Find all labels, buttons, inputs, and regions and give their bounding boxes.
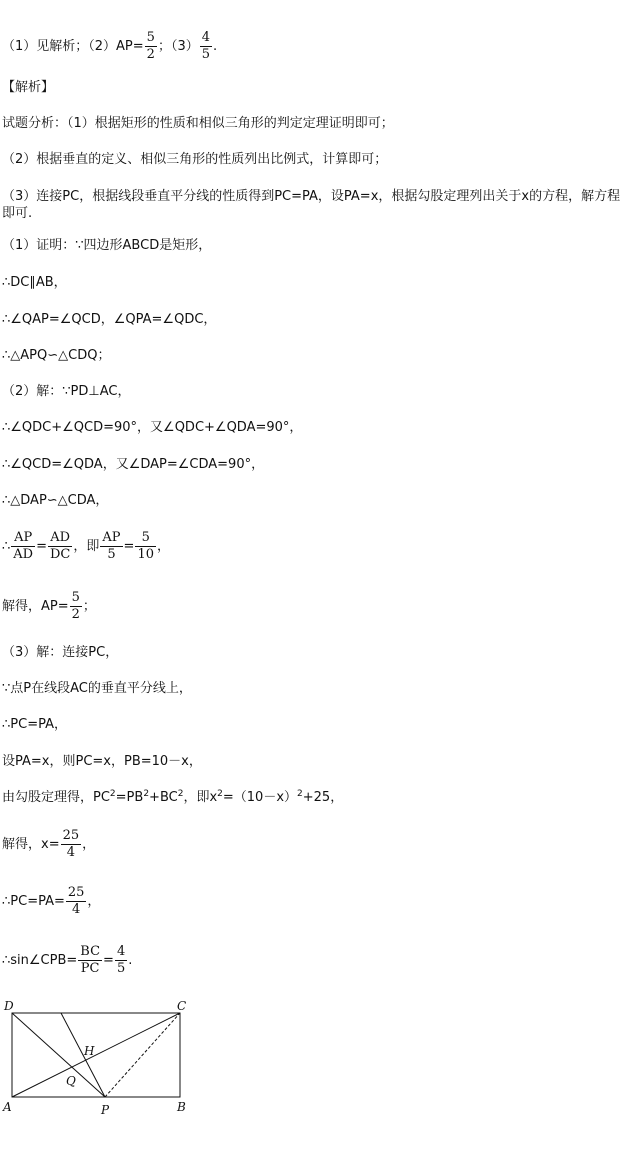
part2-line-2: ∴∠QDC+∠QCD=90°，又∠QDC+∠QDA=90°， [2,420,303,435]
equals-sign: = [123,539,135,554]
fraction-5-10 [135,530,156,563]
fraction-numerator: AD [48,530,72,547]
part3-solve-line [2,828,95,861]
part3-line-3: ∴PC=PA， [2,717,67,732]
answer-separator: ；（3） [157,39,199,54]
fraction-denominator: 4 [72,902,81,917]
result-text: 解得，x= [2,837,60,852]
fraction-ap-ad [11,530,35,563]
part3-line-2: ∵点P在线段AC的垂直平分线上， [2,681,192,696]
answer-line [2,30,217,63]
fraction-denominator: 2 [71,607,80,622]
part3-pc-pa-line [2,885,100,918]
part3-line-1: （3）解：连接PC， [2,645,119,660]
fraction-numerator: BC [80,944,101,959]
analysis-heading: 【解析】 [2,80,55,95]
exponent: 2 [297,789,303,799]
result-text: ∴sin∠CPB= [2,953,78,968]
fraction-denominator: AD [13,547,34,562]
line-end: ， [82,837,96,852]
diagonal-ac [12,1013,180,1097]
equals-sign: = [36,539,47,554]
part3-pythagoras-line [2,790,343,806]
fraction-numerator: 5 [146,30,155,45]
fraction-denominator: 10 [137,547,154,562]
segment-pc-dashed [105,1013,180,1097]
fraction-25-4 [66,885,87,918]
equation-text: ，即x [183,790,218,805]
fraction-denominator: 4 [66,845,75,860]
exponent: 2 [109,789,116,799]
result-text: ∴PC=PA= [2,894,65,909]
line-end: ； [82,599,96,614]
label-h: H [84,1044,95,1058]
fraction-bc-pc [78,944,102,977]
part1-line-4: ∴△APQ∽△CDQ； [2,348,111,363]
therefore-symbol: ∴ [2,539,11,554]
fraction-numerator: 4 [116,944,126,959]
part3-line-4: 设PA=x，则PC=x，PB=10－x， [2,754,202,769]
line-end: ， [156,539,170,554]
equation-text: =（10－x） [222,790,298,805]
part1-line-3: ∴∠QAP=∠QCD，∠QPA=∠QDC， [2,312,217,327]
part2-line-4: ∴△DAP∽△CDA， [2,493,109,508]
answer-fraction-ap [145,30,157,63]
exponent: 2 [217,789,223,799]
result-text: 解得，AP= [2,599,69,614]
fraction-ad-dc [48,530,72,563]
label-c: C [177,999,187,1013]
fraction-numerator: 4 [201,30,211,45]
part2-proportion-line [2,530,170,563]
fraction-numerator: 25 [62,828,80,843]
fraction-5-2 [70,590,82,623]
equation-text: 由勾股定理得，PC [2,790,110,805]
summary-line-1: 试题分析：（1）根据矩形的性质和相似三角形的判定定理证明即可； [2,116,394,131]
fraction-denominator: DC [50,547,71,562]
fraction-numerator: AP [102,530,121,545]
part1-line-1: （1）证明：∵四边形ABCD是矩形， [2,238,212,253]
exponent: 2 [143,789,150,799]
equals-sign: = [103,953,114,968]
line-end: . [128,953,133,968]
part2-line-1: （2）解：∵PD⊥AC， [2,384,131,399]
answer-fraction-sin [200,30,212,63]
fraction-denominator: 5 [116,961,126,976]
fraction-numerator: 25 [67,885,85,900]
fraction-denominator: PC [80,961,100,976]
equation-text: =PB [115,790,144,805]
part3-sin-line [2,944,132,977]
equation-text: +25， [302,790,344,805]
fraction-numerator: 5 [71,590,80,605]
part1-line-2: ∴DC∥AB， [2,275,67,290]
fraction-4-5 [115,944,127,977]
part2-result-line [2,590,96,623]
label-q: Q [66,1074,76,1088]
fraction-denominator: 5 [201,47,211,62]
connector-text: ，即 [73,539,100,554]
fraction-denominator: 2 [146,47,155,62]
summary-line-2: （2）根据垂直的定义、相似三角形的性质列出比例式，计算即可； [2,152,388,167]
answer-text: （1）见解析；（2）AP= [2,39,144,54]
rectangle-figure [0,995,200,1125]
part2-line-3: ∴∠QCD=∠QDA，又∠DAP=∠CDA=90°， [2,457,265,472]
line-end: ， [87,894,101,909]
answer-end: . [213,39,218,54]
fraction-numerator: 5 [135,530,156,547]
equation-text: +BC [149,790,178,805]
label-p: P [101,1103,110,1117]
label-d: D [4,999,14,1013]
exponent: 2 [177,789,184,799]
fraction-25-4 [61,828,82,861]
summary-line-3: （3）连接PC，根据线段垂直平分线的性质得到PC=PA，设PA=x，根据勾股定理列出关于x的方程，解方程即可. [2,189,621,221]
fraction-numerator: AP [11,530,35,547]
label-a: A [3,1100,12,1114]
fraction-denominator: 5 [107,547,116,562]
fraction-ap-5 [100,530,122,563]
label-b: B [177,1100,186,1114]
